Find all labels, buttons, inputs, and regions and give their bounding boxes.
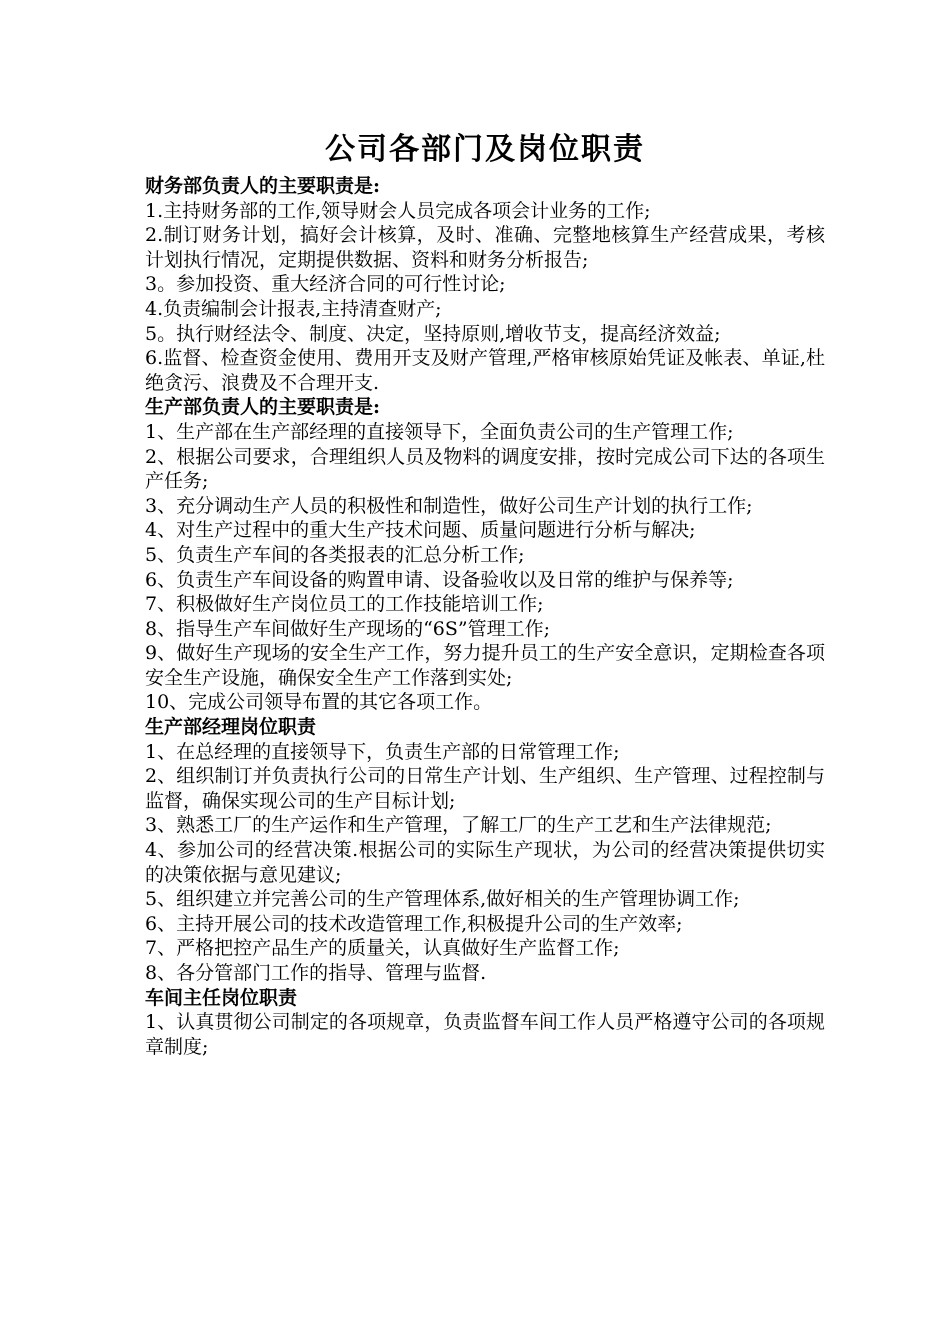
section-heading-production: 生产部负责人的主要职责是: — [145, 396, 381, 419]
list-item: 3、充分调动生产人员的积极性和制造性，做好公司生产计划的执行工作; — [145, 494, 753, 517]
section-heading-production-manager: 生产部经理岗位职责 — [145, 716, 317, 739]
list-item: 3、熟悉工厂的生产运作和生产管理，了解工厂的生产工艺和生产法律规范; — [145, 814, 772, 837]
list-item: 3。参加投资、重大经济合同的可行性讨论; — [145, 273, 506, 296]
list-item: 1、认真贯彻公司制定的各项规章，负责监督车间工作人员严格遵守公司的各项规章制度; — [145, 1011, 825, 1058]
list-item: 7、严格把控产品生产的质量关，认真做好生产监督工作; — [145, 937, 620, 960]
list-item: 9、做好生产现场的安全生产工作，努力提升员工的生产安全意识，定期检查各项安全生产设施，确保安全生产工作落到实处; — [145, 642, 825, 689]
list-item: 10、完成公司领导布置的其它各项工作。 — [145, 691, 493, 714]
list-item: 1、在总经理的直接领导下，负责生产部的日常管理工作; — [145, 740, 620, 763]
section-heading-finance: 财务部负责人的主要职责是: — [145, 175, 381, 197]
section-heading-workshop-director: 车间主任岗位职责 — [145, 986, 298, 1009]
list-item: 2、组织制订并负责执行公司的日常生产计划、生产组织、生产管理、过程控制与监督，确保实现公司的生产目标计划; — [145, 765, 825, 812]
list-item: 2.制订财务计划，搞好会计核算，及时、准确、完整地核算生产经营成果，考核计划执行情况，定期提供数据、资料和财务分析报告; — [145, 224, 825, 271]
document-page — [145, 128, 825, 1059]
list-item: 5、组织建立并完善公司的生产管理体系,做好相关的生产管理协调工作; — [145, 888, 740, 911]
list-item: 4.负责编制会计报表,主持清查财产; — [145, 297, 442, 320]
list-item: 2、根据公司要求，合理组织人员及物料的调度安排，按时完成公司下达的各项生产任务; — [145, 445, 825, 493]
list-item: 6、负责生产车间设备的购置申请、设备验收以及日常的维护与保养等; — [145, 568, 734, 591]
document-title: 公司各部门及岗位职责 — [325, 132, 645, 167]
list-item: 6.监督、检查资金使用、费用开支及财产管理,严格审核原始凭证及帐表、单证,杜绝贪污、浪费及不合理开支. — [145, 347, 825, 394]
list-item: 4、参加公司的经营决策.根据公司的实际生产现状，为公司的经营决策提供切实的决策依据与意见建议; — [145, 839, 825, 886]
list-item: 7、积极做好生产岗位员工的工作技能培训工作; — [145, 593, 544, 616]
list-item: 8、指导生产车间做好生产现场的“6S”管理工作; — [145, 617, 551, 640]
list-item: 6、主持开展公司的技术改造管理工作,积极提升公司的生产效率; — [145, 912, 683, 935]
list-item: 4、对生产过程中的重大生产技术问题、质量问题进行分析与解决; — [145, 519, 696, 542]
list-item: 5。执行财经法令、制度、决定，坚持原则,增收节支，提高经济效益; — [145, 322, 721, 345]
list-item: 5、负责生产车间的各类报表的汇总分析工作; — [145, 543, 525, 566]
list-item: 1、生产部在生产部经理的直接领导下，全面负责公司的生产管理工作; — [145, 420, 734, 443]
list-item: 8、各分管部门工作的指导、管理与监督. — [145, 962, 487, 984]
list-item: 1.主持财务部的工作,领导财会人员完成各项会计业务的工作; — [145, 199, 651, 222]
